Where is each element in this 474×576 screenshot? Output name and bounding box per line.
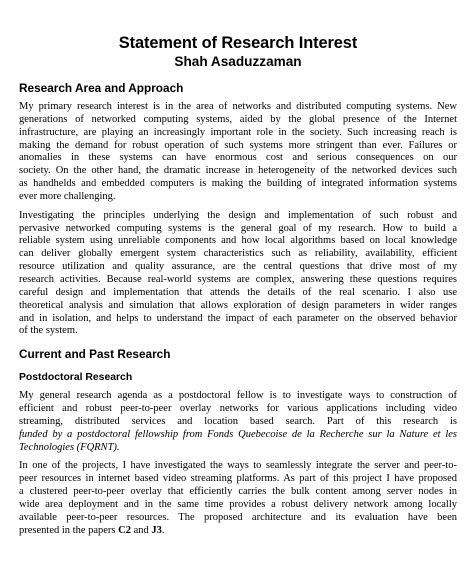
text-line: In one of the projects, I have investigated the ways to seamlessly integrate the server and peer-to- [19,460,457,472]
funding-text-end: Technologies (FQRNT). [19,441,120,453]
text-line: as handhelds and embedded computers is making the building of integrated information systems [19,178,457,190]
text-fragment: and [130,524,152,536]
text-fragment: . [161,524,165,536]
text-line: ever more challenging. [19,190,116,202]
text-line: anomalies in these systems can have enormous cost and serious consequences on our [19,152,457,164]
text-line: efficient and robust peer-to-peer overlay networks for various applications including video [19,403,457,415]
subsection-heading-postdoc: Postdoctoral Research [19,372,133,384]
text-fragment: presented in the papers [19,524,119,536]
text-line: research activities. Because real-world systems are complex, answering these questions requires [19,273,457,285]
paragraph-research-area-1 [19,101,457,204]
text-line: careful design and implementation that attends the details of the real scenario. I also use [19,286,457,298]
text-line: pervasive networked computing systems is the general goal of my research. How to build a [19,222,457,234]
paper-ref-c2: C2 [118,524,131,536]
text-line: wide area deployment and in the same time provides a robust delivery network among locally [19,498,457,510]
text-line: generations of networked computing systems, aided by the global presence of the Internet [19,113,457,125]
text-line-italic [19,429,457,442]
text-line: infrastructure, are playing an increasingly important role in the society. Such increasing reach is [19,126,457,138]
text-line: can deliver globally emergent system characteristics such as reliability, availability, efficient [19,248,457,260]
text-line: available peer-to-peer resources. The proposed architecture and its evaluation have been [19,511,457,523]
text-line: of the system. [19,325,78,337]
paragraph-postdoc-2 [19,460,457,537]
text-line: reliable system using unreliable components and how local algorithms based on local knowledge [19,235,457,247]
text-line: society. On the other hand, the dramatic increase in heterogeneity of the networked devices such [19,165,457,177]
paragraph-research-area-2 [19,210,457,338]
text-line: theoretical analysis and simulation that allows exploration of design parameters in wider ranges [19,299,457,311]
text-line: resource utilization and quality assurance, are the central questions that drive most of my [19,261,457,273]
text-line: My primary research interest is in the area of networks and distributed computing systems. New [19,101,457,112]
text-line: and in isolation, and helps to understand the impact of each parameter on the observed behavior [19,312,457,324]
text-line: a clustered peer-to-peer overlay that efficiently carries the bulk content among server nodes in [19,486,457,498]
text-line: My general research agenda as a postdoctoral fellow is to investigate ways to construction of [19,390,457,402]
section-heading-research-area: Research Area and Approach [19,81,184,95]
section-heading-current-past: Current and Past Research [19,347,171,362]
paper-ref-j3: J3 [151,524,162,536]
text-line: making the demand for robust operation of such systems more stringent than ever. Failures or [19,139,457,151]
paragraph-postdoc-1 [19,390,457,454]
document-title: Statement of Research Interest [118,34,358,52]
text-line: peer resources in internet based video streaming platforms. As part of this project I have proposed [19,473,457,485]
text-line-italic [19,442,457,455]
text-line [19,525,457,538]
funding-text: funded by a postdoctoral fellowship from Fonds Quebecoise de la Recherche sur la Nature et les [19,428,457,440]
document-author: Shah Asaduzzaman [174,54,302,69]
text-line: Investigating the principles underlying the design and implementation of such robust and [19,209,457,221]
text-line: streaming, distributed services and location based search. Part of this research is [19,415,457,427]
